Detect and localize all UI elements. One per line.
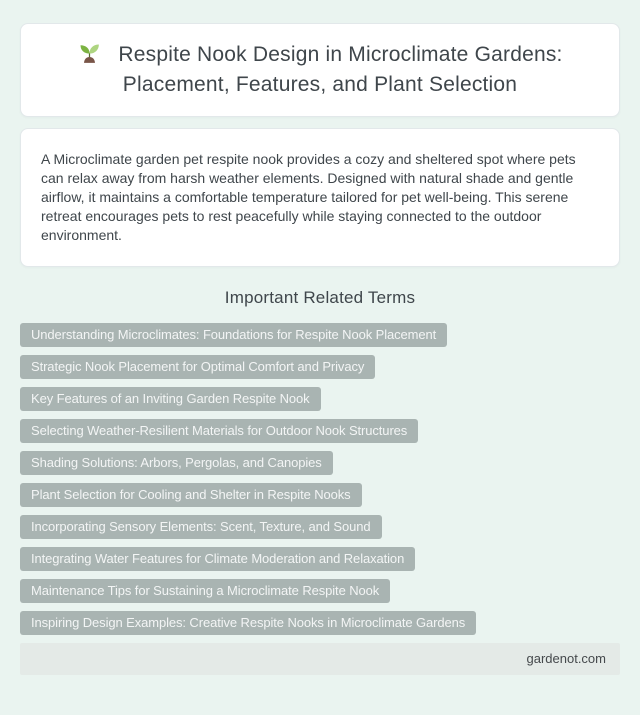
footer-site-name: gardenot.com <box>526 651 606 666</box>
description-text: A Microclimate garden pet respite nook provides a cozy and sheltered spot where pets can relax away from harsh weather elements. Designed with natural shade and gentle airflow, it maintains a comfortable temperature tailored for pet well-being. This serene retreat encourages pets to rest peacefully while staying connected to the outdoor environment. <box>41 151 576 243</box>
title-card <box>20 23 620 117</box>
related-term-tag[interactable]: Incorporating Sensory Elements: Scent, Texture, and Sound <box>20 515 382 539</box>
related-term-tag[interactable]: Maintenance Tips for Sustaining a Microclimate Respite Nook <box>20 579 390 603</box>
seedling-icon <box>77 41 102 66</box>
related-term-tag[interactable]: Key Features of an Inviting Garden Respite Nook <box>20 387 321 411</box>
related-terms-list <box>20 323 620 635</box>
related-term-tag[interactable]: Integrating Water Features for Climate Moderation and Relaxation <box>20 547 415 571</box>
related-term-tag[interactable]: Strategic Nook Placement for Optimal Comfort and Privacy <box>20 355 375 379</box>
related-term-tag[interactable]: Understanding Microclimates: Foundations for Respite Nook Placement <box>20 323 447 347</box>
page-title <box>70 40 570 100</box>
footer <box>20 643 620 675</box>
related-terms-heading: Important Related Terms <box>224 288 416 307</box>
related-term-tag[interactable]: Selecting Weather-Resilient Materials for Outdoor Nook Structures <box>20 419 418 443</box>
page-title-text: Respite Nook Design in Microclimate Gardens: Placement, Features, and Plant Selection <box>118 43 563 96</box>
related-term-tag[interactable]: Shading Solutions: Arbors, Pergolas, and Canopies <box>20 451 333 475</box>
related-term-tag[interactable]: Inspiring Design Examples: Creative Respite Nooks in Microclimate Gardens <box>20 611 476 635</box>
description-card <box>20 128 620 267</box>
related-term-tag[interactable]: Plant Selection for Cooling and Shelter in Respite Nooks <box>20 483 362 507</box>
